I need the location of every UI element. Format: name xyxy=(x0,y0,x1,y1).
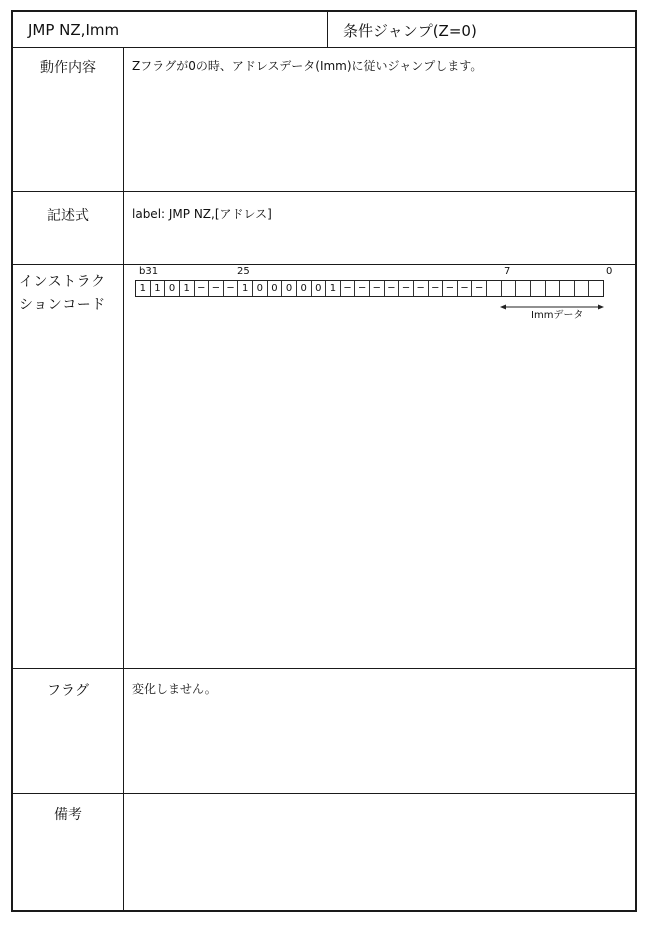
bit-cell xyxy=(589,281,603,296)
notes-label: 備考 xyxy=(54,807,82,823)
flags-label: フラグ xyxy=(47,683,89,699)
bit-cell xyxy=(502,281,517,296)
bit-cell: 0 xyxy=(268,281,283,296)
bit-row xyxy=(135,280,604,297)
operation-text: Zフラグが0の時、アドレスデータ(Imm)に従いジャンプします。 xyxy=(132,59,483,73)
bit-field-diagram xyxy=(131,266,611,336)
bit-cell: ─ xyxy=(341,281,356,296)
bit-cell: ─ xyxy=(458,281,473,296)
bit-cell: ─ xyxy=(370,281,385,296)
code-label-line1: インストラク xyxy=(19,274,106,290)
syntax-label: 記述式 xyxy=(47,208,89,224)
bit-cell: 1 xyxy=(151,281,166,296)
bit-cell: ─ xyxy=(195,281,210,296)
bit-cell xyxy=(546,281,561,296)
bit-cell: 0 xyxy=(253,281,268,296)
bit-cell: ─ xyxy=(472,281,487,296)
bit-label-0: 0 xyxy=(606,266,613,277)
operation-row-border xyxy=(13,47,635,192)
bit-cell: ─ xyxy=(355,281,370,296)
bit-cell: ─ xyxy=(443,281,458,296)
bit-cell: 1 xyxy=(180,281,195,296)
header-divider xyxy=(327,12,328,47)
bit-cell: ─ xyxy=(399,281,414,296)
code-label-line2: ションコード xyxy=(19,297,106,313)
flags-text: 変化しません。 xyxy=(132,682,217,696)
bit-cell: ─ xyxy=(224,281,239,296)
bit-cell: 0 xyxy=(297,281,312,296)
bit-cell: 1 xyxy=(326,281,341,296)
imm-data-label: Immデータ xyxy=(531,310,584,321)
bit-cell: 0 xyxy=(165,281,180,296)
bit-cell: 1 xyxy=(136,281,151,296)
bit-cell: 0 xyxy=(312,281,327,296)
bit-cell: ─ xyxy=(385,281,400,296)
bit-label-25: 25 xyxy=(237,266,250,277)
bit-cell: ─ xyxy=(209,281,224,296)
bit-cell: ─ xyxy=(429,281,444,296)
syntax-text: label: JMP NZ,[アドレス] xyxy=(132,207,272,221)
bit-label-b31: b31 xyxy=(139,266,159,277)
bit-cell xyxy=(575,281,590,296)
bit-cell xyxy=(560,281,575,296)
bit-cell xyxy=(531,281,546,296)
instruction-mnemonic: JMP NZ,Imm xyxy=(28,21,120,39)
flags-row-border xyxy=(13,669,635,794)
instruction-title: 条件ジャンプ(Z=0) xyxy=(343,22,477,40)
syntax-row-border xyxy=(13,192,635,265)
instruction-sheet xyxy=(11,10,637,912)
bit-label-7: 7 xyxy=(504,266,511,277)
bit-cell xyxy=(487,281,502,296)
bit-cell: 0 xyxy=(282,281,297,296)
bit-cell xyxy=(516,281,531,296)
operation-label: 動作内容 xyxy=(40,60,96,76)
bit-cell: 1 xyxy=(238,281,253,296)
bit-cell: ─ xyxy=(414,281,429,296)
